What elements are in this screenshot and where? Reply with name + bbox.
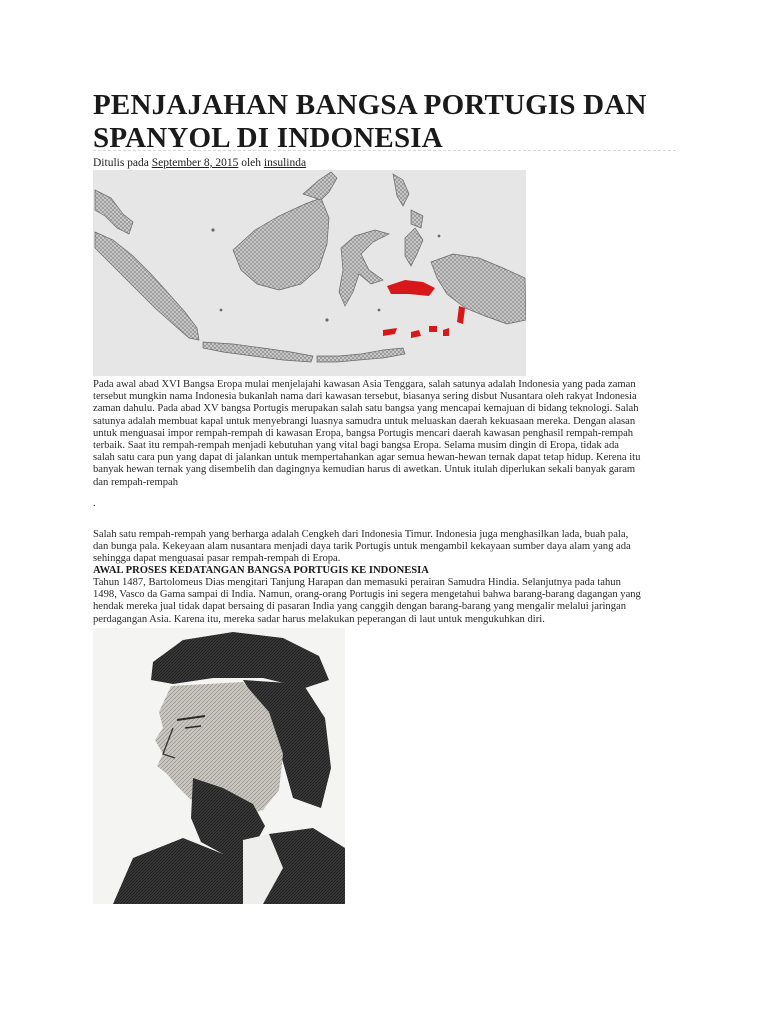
section-heading: AWAL PROSES KEDATANGAN BANGSA PORTUGIS KE INDONESIA — [93, 565, 429, 576]
byline-prefix: Ditulis pada — [93, 157, 149, 169]
byline-by-word: oleh — [241, 157, 262, 169]
byline — [93, 156, 306, 170]
spices-paragraph: Salah satu rempah-rempah yang berharga adalah Cengkeh dari Indonesia Timur. Indonesia juga menghasilkan lada, buah pala, dan bunga pala. Kekeyaan alam nusantara menjadi daya tarik Portugis untuk mengambil kekayaan sumber daya alam yang ada sehingga dapat menguasai pasar rempah-rempah di Eropa. — [93, 529, 631, 565]
author-link[interactable]: insulinda — [263, 157, 307, 169]
title-divider — [93, 150, 676, 151]
indonesia-map-icon — [93, 170, 526, 376]
history-paragraph: Tahun 1487, Bartolomeus Dias mengitari Tanjung Harapan dan memasuki perairan Samudra Hindia. Selanjutnya pada tahun 1498, Vasco da Gama sampai di India. Namun, orang-orang Portugis ini segera mengetahui bahwa barang-barang dagangan yang hendak mereka jual tidak dapat bersaing di pasaran India yang canggih dengan barang-barang yang mengalir melalui jaringan perdagangan Asia. Karena itu, mereka sadar harus melakukan peperangan di laut untuk mengukuhkan diri. — [93, 577, 641, 625]
intro-paragraph: Pada awal abad XVI Bangsa Eropa mulai menjelajahi kawasan Asia Tenggara, salah satunya adalah Indonesia yang pada zaman tersebut mungkin nama Indonesia bukanlah nama dari kawasan tersebut, biasanya sering disbut Nusantara oleh rakyat Indonesia zaman dahulu. Pada abad XV bangsa Portugis merupakan salah satu bangsa yang mencapai kemajuan di bidang teknologi. Salah satunya adalah membuat kapal untuk menyebrangi luasnya samudra untuk meluaskan daerah kekuasaan mereka. Dengan alasan untuk menguasai impor rempah-rempah di kawasan Eropa, bangsa Portugis mencari daerah kawasan penghasil rempah-rempah terbaik. Saat itu rempah-rempah menjadi kebutuhan yang vital bagi bangsa Eropa. Selama musim dingin di Eropa, tidak ada salah satu cara pun yang dapat di jalankan untuk mempertahankan agar semua hewan-hewan ternak dapat tetap hidup. Kerena itu banyak hewan ternak yang disembelih dan dagingnya kemudian harus di awetkan. Untuk itulah diperlukan sekali banyak garam dan rempah-rempah — [93, 379, 641, 488]
post-date-link[interactable]: September 8, 2015 — [151, 157, 239, 169]
page-title: PENJAJAHAN BANGSA PORTUGIS DAN SPANYOL DI INDONESIA — [93, 89, 647, 154]
paragraph-end-dot: . — [93, 498, 96, 509]
explorer-portrait-icon — [93, 628, 345, 904]
